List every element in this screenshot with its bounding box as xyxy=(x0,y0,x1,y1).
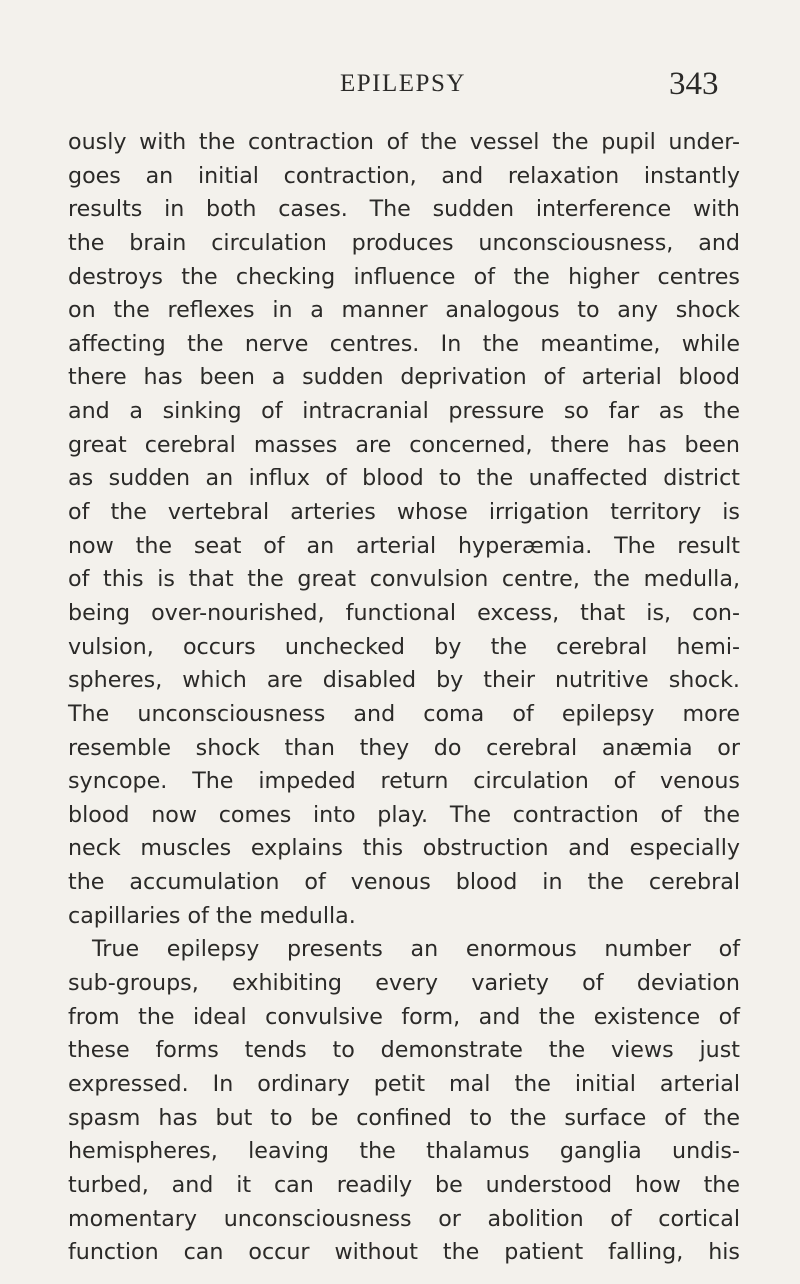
text-line: of the vertebral arteries whose irrigation territory is xyxy=(68,499,740,526)
text-line: there has been a sudden deprivation of arterial blood xyxy=(68,364,740,391)
text-line: function can occur without the patient falling, his xyxy=(68,1239,740,1266)
text-line: these forms tends to demonstrate the views just xyxy=(68,1037,740,1064)
text-line: resemble shock than they do cerebral anæmia or xyxy=(68,734,740,761)
running-head-title: EPILEPSY xyxy=(340,70,466,97)
text-line: blood now comes into play. The contraction of the xyxy=(68,801,740,828)
text-line: great cerebral masses are concerned, there has been xyxy=(68,431,740,458)
text-line: of this is that the great convulsion centre, the medulla, xyxy=(68,566,740,593)
text-line: and a sinking of intracranial pressure so far as the xyxy=(68,398,740,425)
text-line: expressed. In ordinary petit mal the initial arterial xyxy=(68,1070,740,1097)
text-line: the brain circulation produces unconsciousness, and xyxy=(68,229,740,256)
text-line: turbed, and it can readily be understood how the xyxy=(68,1171,740,1198)
paragraph-end-line: capillaries of the medulla. xyxy=(68,902,356,929)
text-line: The unconsciousness and coma of epilepsy more xyxy=(68,700,740,727)
text-line: now the seat of an arterial hyperæmia. The result xyxy=(68,532,740,559)
text-line: spasm has but to be confined to the surface of the xyxy=(68,1104,740,1131)
text-line: ously with the contraction of the vessel the pupil under- xyxy=(68,129,740,155)
text-line: results in both cases. The sudden interference with xyxy=(68,196,740,223)
paragraph-start-line: True epilepsy presents an enormous number of xyxy=(92,936,740,963)
text-line: affecting the nerve centres. In the meantime, while xyxy=(68,330,740,357)
text-line: on the reflexes in a manner analogous to any shock xyxy=(68,297,740,324)
text-line: sub-groups, exhibiting every variety of deviation xyxy=(68,970,740,997)
text-line: spheres, which are disabled by their nutritive shock. xyxy=(68,667,740,694)
running-head xyxy=(0,66,800,110)
text-line: destroys the checking influence of the higher centres xyxy=(68,263,740,290)
text-line: neck muscles explains this obstruction and especially xyxy=(68,835,740,862)
text-line: momentary unconsciousness or abolition of cortical xyxy=(68,1205,740,1232)
text-line: syncope. The impeded return circulation of venous xyxy=(68,768,740,795)
text-line: as sudden an influx of blood to the unaffected district xyxy=(68,465,740,492)
text-line: being over-nourished, functional excess, that is, con- xyxy=(68,599,740,626)
text-line: vulsion, occurs unchecked by the cerebral hemi- xyxy=(68,633,740,660)
text-line: the accumulation of venous blood in the cerebral xyxy=(68,869,740,896)
text-line: from the ideal convulsive form, and the existence of xyxy=(68,1003,740,1030)
text-line: goes an initial contraction, and relaxation instantly xyxy=(68,162,740,189)
body-text xyxy=(68,126,740,1270)
page-number: 343 xyxy=(669,66,719,102)
text-line: hemispheres, leaving the thalamus ganglia undis- xyxy=(68,1138,740,1165)
